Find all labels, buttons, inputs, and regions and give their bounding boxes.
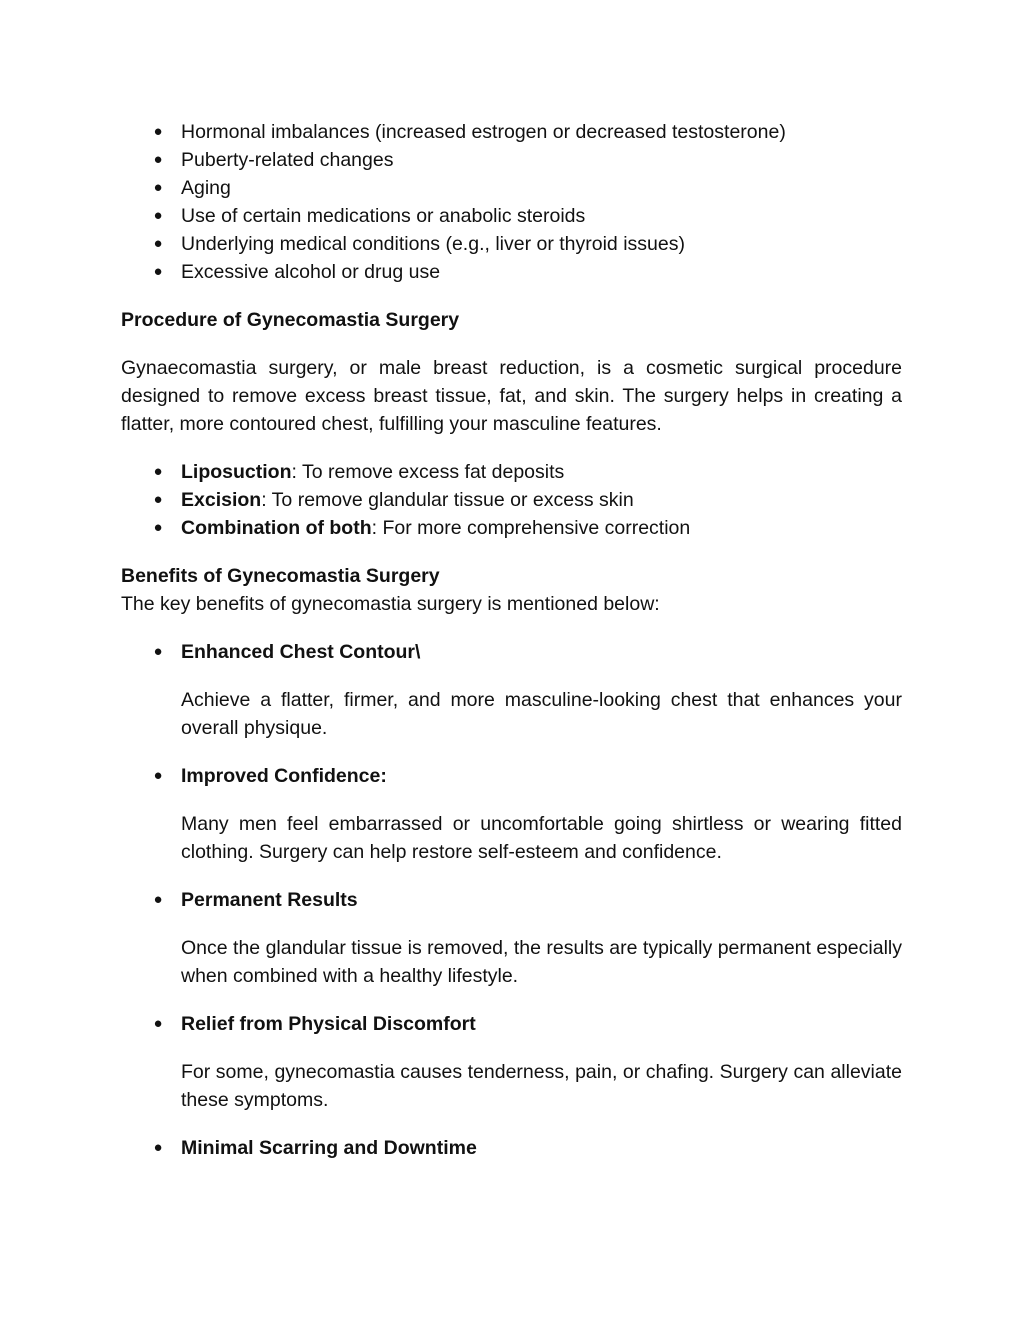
- bullet-icon: ●: [153, 207, 163, 224]
- bullet-icon: ●: [153, 491, 163, 508]
- benefit-item: [121, 1010, 902, 1114]
- bullet-icon: ●: [153, 123, 163, 140]
- benefit-item: [121, 1134, 902, 1162]
- benefit-body: Achieve a flatter, firmer, and more masculine-looking chest that enhances your overall physique.: [181, 689, 902, 739]
- list-item: ● Aging: [121, 174, 902, 202]
- benefits-intro: The key benefits of gynecomastia surgery is mentioned below:: [121, 593, 660, 615]
- bullet-icon: ●: [153, 179, 163, 196]
- benefit-body: Once the glandular tissue is removed, the results are typically permanent especially when combined with a healthy lifestyle.: [181, 937, 902, 987]
- list-item: ● Puberty-related changes: [121, 146, 902, 174]
- benefit-item: [121, 638, 902, 742]
- technique-term: Liposuction: [181, 461, 292, 483]
- bullet-icon: ●: [153, 1139, 163, 1156]
- benefit-title: Relief from Physical Discomfort: [181, 1013, 476, 1035]
- benefits-heading: Benefits of Gynecomastia Surgery: [121, 565, 440, 587]
- benefit-title: Minimal Scarring and Downtime: [181, 1137, 477, 1159]
- procedure-heading: Procedure of Gynecomastia Surgery: [121, 309, 460, 331]
- list-item: ● Hormonal imbalances (increased estrogen or decreased testosterone): [121, 118, 902, 146]
- bullet-icon: ●: [153, 235, 163, 252]
- bullet-icon: ●: [153, 263, 163, 280]
- benefit-item: [121, 762, 902, 866]
- technique-desc: : To remove excess fat deposits: [291, 461, 565, 483]
- list-item: [121, 486, 902, 514]
- technique-term: Combination of both: [181, 517, 372, 539]
- benefit-title: Improved Confidence:: [181, 765, 387, 787]
- benefit-title: Enhanced Chest Contour\: [181, 641, 421, 663]
- bullet-icon: ●: [153, 643, 163, 660]
- bullet-icon: ●: [153, 463, 163, 480]
- procedure-paragraph: Gynaecomastia surgery, or male breast reduction, is a cosmetic surgical procedure designed to remove excess breast tissue, fat, and skin. The surgery helps in creating a flatter, more contoured chest, fulfilling your masculine features.: [121, 357, 902, 435]
- benefit-title: Permanent Results: [181, 889, 358, 911]
- document-page: [121, 118, 902, 1162]
- bullet-icon: ●: [153, 1015, 163, 1032]
- bullet-icon: ●: [153, 891, 163, 908]
- list-item: ● Underlying medical conditions (e.g., liver or thyroid issues): [121, 230, 902, 258]
- benefit-body: Many men feel embarrassed or uncomfortable going shirtless or wearing fitted clothing. Surgery can help restore self-esteem and confidence.: [181, 813, 902, 863]
- benefit-item: [121, 886, 902, 990]
- technique-desc: : To remove glandular tissue or excess skin: [261, 489, 634, 511]
- benefit-body: For some, gynecomastia causes tenderness, pain, or chafing. Surgery can alleviate these symptoms.: [181, 1061, 902, 1111]
- bullet-icon: ●: [153, 519, 163, 536]
- technique-desc: : For more comprehensive correction: [371, 517, 691, 539]
- causes-list: [121, 118, 902, 286]
- bullet-icon: ●: [153, 767, 163, 784]
- techniques-list: [121, 458, 902, 542]
- list-item: ● Use of certain medications or anabolic steroids: [121, 202, 902, 230]
- list-item: ● Excessive alcohol or drug use: [121, 258, 902, 286]
- bullet-icon: ●: [153, 151, 163, 168]
- list-item: [121, 514, 902, 542]
- technique-term: Excision: [181, 489, 262, 511]
- list-item: [121, 458, 902, 486]
